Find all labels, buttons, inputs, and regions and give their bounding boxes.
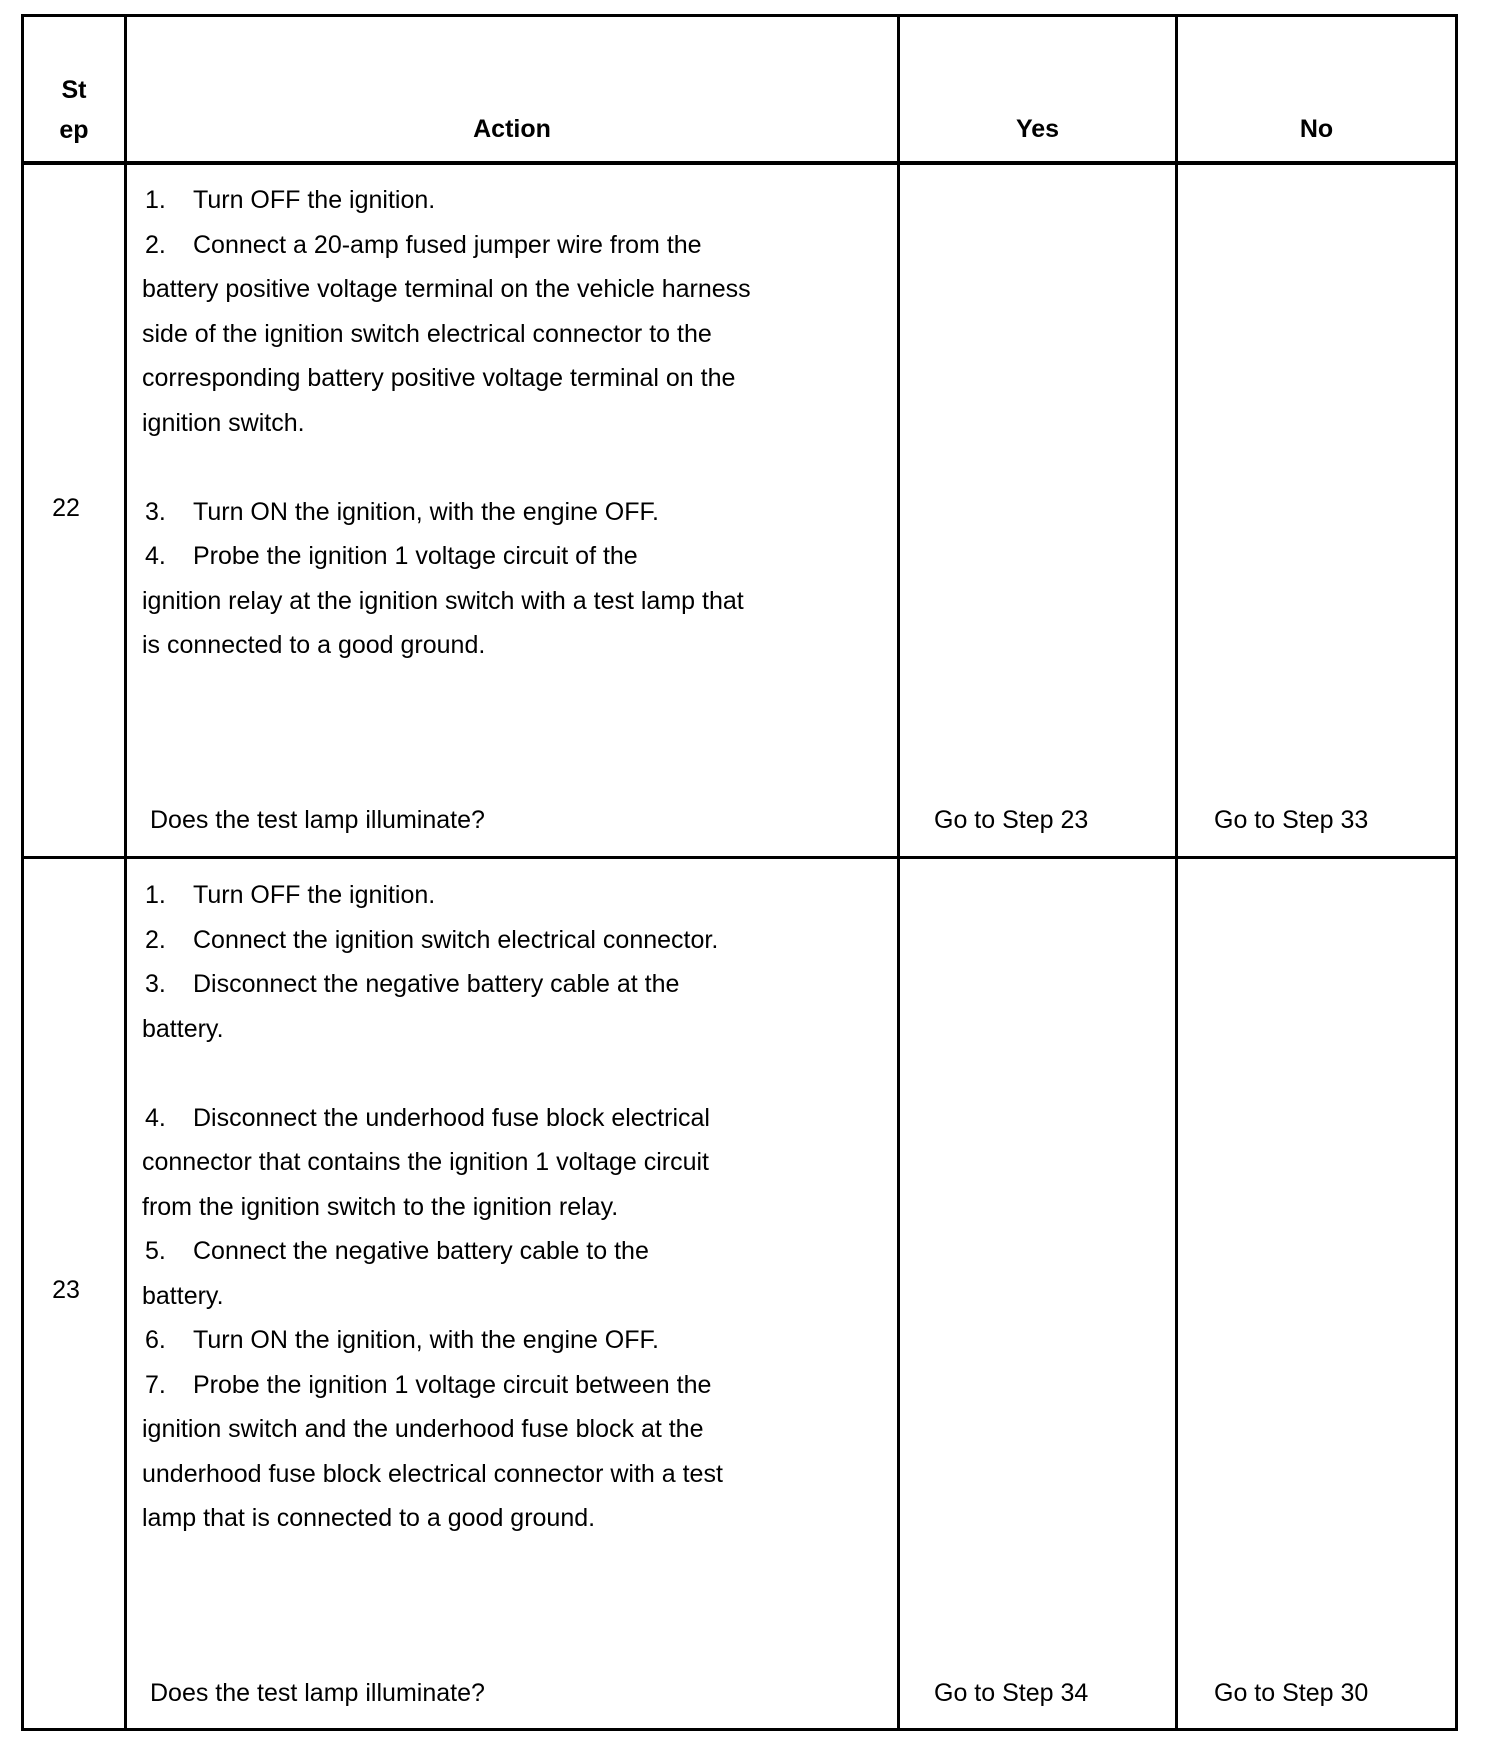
list-item: 4. Probe the ignition 1 voltage circuit of the	[145, 542, 638, 570]
header-no: No	[1299, 115, 1334, 143]
list-item-continuation: ignition relay at the ignition switch with a test lamp that	[142, 586, 744, 615]
list-item: 3. Turn ON the ignition, with the engine OFF.	[145, 497, 659, 526]
list-item: 2. Connect the ignition switch electrical connector.	[145, 925, 719, 954]
table-right-border	[1455, 14, 1458, 1731]
no-outcome: Go to Step 30	[1214, 1679, 1369, 1707]
list-item-continuation: connector that contains the ignition 1 voltage circuit	[142, 1148, 710, 1176]
header-yes: Yes	[1015, 115, 1060, 143]
list-item: 6. Turn ON the ignition, with the engine OFF.	[145, 1326, 659, 1354]
column-divider-action	[124, 14, 127, 1731]
header-bottom-border	[21, 161, 1458, 165]
row-divider	[21, 856, 1458, 859]
list-item-continuation: ignition switch and the underhood fuse block at the	[142, 1415, 704, 1443]
list-item-continuation: from the ignition switch to the ignition relay.	[142, 1192, 619, 1221]
column-divider-no	[1175, 14, 1178, 1731]
step-number: 23	[52, 1276, 80, 1304]
list-item-continuation: corresponding battery positive voltage terminal on the	[142, 364, 736, 392]
list-item-continuation: battery positive voltage terminal on the vehicle harness	[142, 275, 751, 303]
list-item-continuation: battery.	[142, 1014, 224, 1043]
yes-outcome: Go to Step 34	[934, 1679, 1089, 1707]
list-item-continuation: ignition switch.	[142, 408, 305, 437]
step-number: 22	[52, 494, 80, 522]
list-item: 5. Connect the negative battery cable to the	[145, 1237, 649, 1265]
header-step-line2: ep	[59, 116, 89, 144]
table-top-border	[21, 14, 1458, 17]
list-item-continuation: is connected to a good ground.	[142, 631, 486, 659]
list-item: 1. Turn OFF the ignition.	[145, 881, 436, 909]
spacer	[142, 1051, 882, 1096]
list-item-continuation: side of the ignition switch electrical connector to the	[142, 319, 712, 348]
question-text: Does the test lamp illuminate?	[150, 806, 485, 834]
list-item-continuation: lamp that is connected to a good ground.	[142, 1504, 596, 1532]
spacer	[142, 445, 882, 490]
column-divider-yes	[897, 14, 900, 1731]
list-item: 3. Disconnect the negative battery cable at the	[145, 970, 680, 998]
list-item: 4. Disconnect the underhood fuse block electrical	[145, 1103, 710, 1132]
question-text: Does the test lamp illuminate?	[150, 1679, 485, 1707]
action-list	[142, 873, 882, 1541]
header-step	[24, 70, 124, 150]
list-item: 1. Turn OFF the ignition.	[145, 186, 436, 214]
list-item-continuation: underhood fuse block electrical connector with a test	[142, 1459, 723, 1488]
table-bottom-border	[21, 1728, 1458, 1731]
no-outcome: Go to Step 33	[1214, 806, 1369, 834]
action-list	[142, 178, 882, 668]
list-item: 2. Connect a 20-amp fused jumper wire from the	[145, 230, 702, 259]
yes-outcome: Go to Step 23	[934, 806, 1089, 834]
header-action: Action	[473, 115, 551, 143]
header-step-line1: St	[61, 76, 87, 104]
list-item: 7. Probe the ignition 1 voltage circuit between the	[145, 1370, 712, 1399]
table-left-border	[21, 14, 24, 1731]
list-item-continuation: battery.	[142, 1281, 224, 1310]
